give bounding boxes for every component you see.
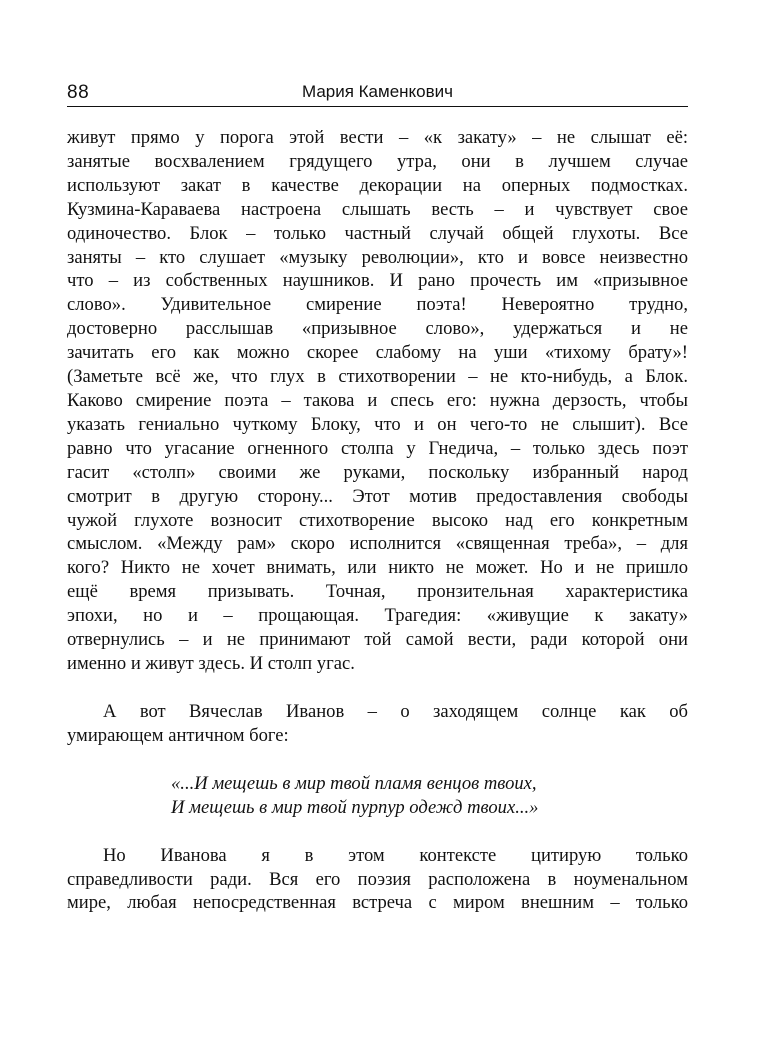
text-line: Но Иванова я в этом контексте цитирую только — [103, 844, 688, 866]
running-header — [67, 80, 688, 107]
text-line: используют закат в качестве декорации на оперных подмостках. — [67, 174, 688, 196]
text-line: Кузмина-Караваева настроена слышать весть – и чувствует свое — [67, 198, 688, 220]
page-number: 88 — [67, 82, 90, 103]
text-line: отвернулись – и не принимают той самой вести, ради которой они — [67, 629, 688, 651]
text-line: живут прямо у порога этой вести – «к закату» – не слышат её: — [67, 127, 688, 148]
text-line: чужой глухоте возносит стихотворение высоко над его конкретным — [67, 509, 688, 531]
text-line: смотрит в другую сторону... Этот мотив предоставления свободы — [67, 485, 688, 507]
text-line: слово». Удивительное смирение поэта! Невероятно трудно, — [67, 294, 688, 316]
text-line: именно и живут здесь. И столп угас. — [67, 652, 355, 674]
paragraph-gap — [67, 676, 688, 700]
running-title: Мария Каменкович — [301, 82, 454, 101]
paragraph-2 — [67, 700, 688, 748]
text-line: А вот Вячеслав Иванов – о заходящем солнце как об — [103, 700, 688, 722]
verse-quote — [67, 772, 688, 820]
body-text — [67, 126, 688, 915]
text-line: (Заметьте всё же, что глух в стихотворении – не кто-нибудь, а Блок. — [67, 366, 688, 388]
text-line: занятые восхвалением грядущего утра, они в лучшем случае — [67, 150, 688, 172]
text-line: указать гениально чуткому Блоку, что и он чего-то не слышит). Все — [67, 413, 688, 435]
text-line: смыслом. «Между рам» скоро исполнится «священная треба», – для — [67, 533, 688, 555]
text-line: гасит «столп» своими же руками, поскольку избранный народ — [67, 461, 688, 483]
text-line: заняты – кто слушает «музыку революции», кто и вовсе неизвестно — [67, 246, 688, 268]
text-line: что – из собственных наушников. И рано прочесть им «призывное — [67, 270, 688, 292]
text-line: кого? Никто не хочет внимать, или никто не может. Но и не пришло — [67, 557, 688, 579]
text-line: одиночество. Блок – только частный случай общей глухоты. Все — [67, 222, 688, 244]
text-line: эпохи, но и – прощающая. Трагедия: «живущие к закату» — [67, 605, 688, 627]
paragraph-3 — [67, 844, 688, 916]
text-line: мире, любая непосредственная встреча с миром внешним – только — [67, 892, 688, 914]
text-line: зачитать его как можно скорее слабому на уши «тихому брату»! — [67, 342, 688, 364]
verse-line: «...И мещешь в мир твой пламя венцов твоих, — [171, 772, 537, 794]
text-line: достоверно расслышав «призывное слово», удержаться и не — [67, 318, 688, 340]
paragraph-gap — [67, 748, 688, 772]
text-line: Каково смирение поэта – такова и спесь его: нужна дерзость, чтобы — [67, 389, 688, 411]
paragraph-gap — [67, 820, 688, 844]
text-line: справедливости ради. Вся его поэзия расположена в ноуменальном — [67, 868, 688, 890]
text-line: равно что угасание огненного столпа у Гнедича, – только здесь поэт — [67, 437, 688, 459]
paragraph-1 — [67, 126, 688, 676]
text-line: умирающем античном боге: — [67, 724, 289, 746]
text-line: ещё время призывать. Точная, пронзительная характеристика — [67, 581, 688, 603]
verse-line: И мещешь в мир твой пурпур одежд твоих...» — [171, 796, 539, 818]
